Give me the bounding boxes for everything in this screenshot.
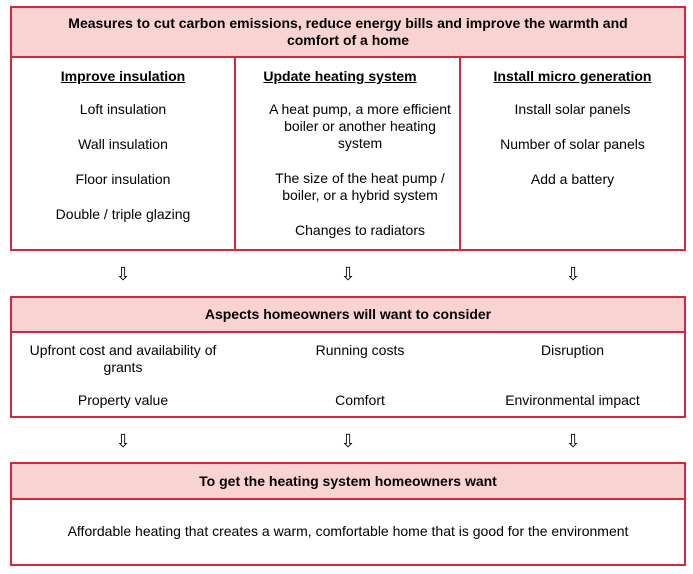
down-arrow-icon: ⇩ [565, 431, 581, 451]
column-title: Improve insulation [60, 68, 186, 84]
outcome-text: Affordable heating that creates a warm, comfortable home that is good for the environment [67, 523, 629, 539]
middle-section-title: Aspects homeowners will want to consider [204, 306, 492, 322]
measure-item: A heat pump, a more efficient boiler or another heating system [269, 101, 451, 151]
measure-item: Add a battery [530, 171, 615, 187]
column-title: Update heating system [263, 68, 417, 84]
aspect-item: Upfront cost and availability of grants [29, 342, 217, 375]
bottom-section-header [10, 462, 686, 500]
down-arrow-icon: ⇩ [565, 264, 581, 284]
bottom-section-title: To get the heating system homeowners want [199, 472, 497, 489]
top-section-title: Measures to cut carbon emissions, reduce energy bills and improve the warmth and comfort of a home [68, 15, 628, 48]
aspect-item: Running costs [315, 342, 405, 358]
measure-item: Number of solar panels [500, 136, 645, 152]
down-arrow-icon: ⇩ [115, 431, 131, 451]
aspect-item: Environmental impact [505, 392, 640, 408]
down-arrow-icon: ⇩ [115, 264, 131, 284]
insulation-column [12, 68, 234, 241]
down-arrow-icon: ⇩ [340, 264, 356, 284]
measure-item: Install solar panels [514, 101, 631, 117]
measure-item: Wall insulation [78, 136, 168, 152]
measure-item: Floor insulation [75, 171, 171, 187]
measure-item: The size of the heat pump / boiler, or a hybrid system [275, 170, 445, 203]
aspect-item: Comfort [335, 392, 385, 408]
heating-column [262, 68, 458, 257]
measure-item: Double / triple glazing [55, 206, 191, 222]
down-arrow-icon: ⇩ [340, 431, 356, 451]
measure-item: Loft insulation [79, 101, 167, 117]
micro-generation-column [461, 68, 684, 206]
column-divider [234, 56, 236, 251]
top-section-header [10, 6, 686, 58]
measure-item: Changes to radiators [295, 222, 425, 238]
aspect-item: Property value [77, 392, 169, 408]
aspect-item: Disruption [540, 342, 605, 358]
column-title: Install micro generation [493, 68, 652, 84]
middle-section-header [10, 296, 686, 333]
